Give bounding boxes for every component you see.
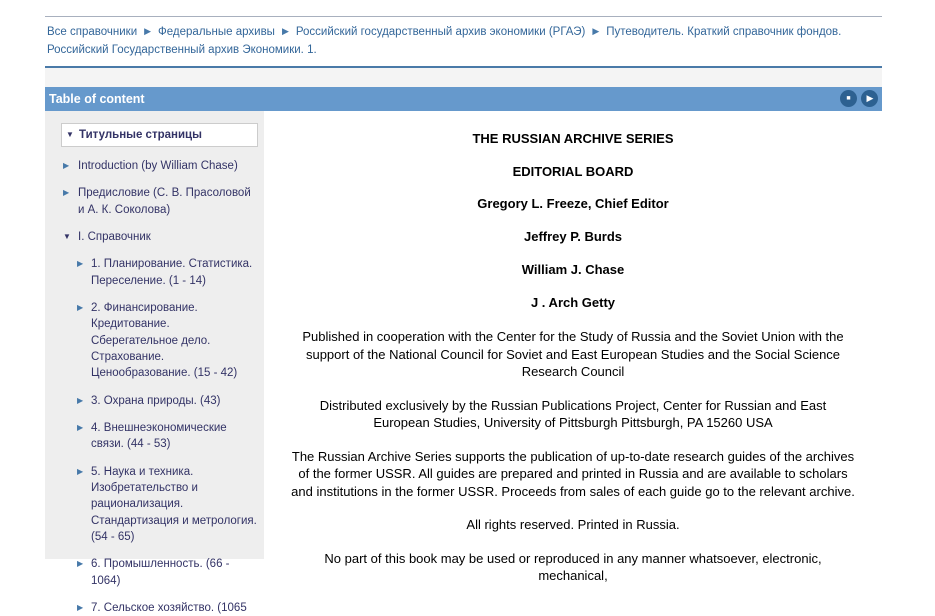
- toc-item-label: 7. Сельское хозяйство. (1065: [91, 601, 247, 614]
- toc-item-label: 6. Промышленность. (66 - 1064): [91, 558, 230, 587]
- breadcrumb-separator-icon: ▶: [144, 26, 152, 36]
- collapse-all-button[interactable]: [840, 90, 857, 107]
- breadcrumb-item: Путеводитель. Краткий справочник фондов. Российский Государственный архив Экономики. 1.: [47, 26, 842, 56]
- toc-item-label: Титульные страницы: [79, 128, 202, 141]
- document-heading: William J. Chase: [521, 262, 625, 278]
- toc-item-label: 4. Внешнеэкономические связи. (44 - 53): [91, 421, 227, 451]
- toc-tree: [45, 123, 264, 616]
- main-panel: [264, 111, 882, 584]
- triangle-down-icon[interactable]: ▼: [63, 231, 71, 241]
- page-container: [45, 16, 882, 614]
- panel-header: [45, 87, 882, 111]
- expand-all-button[interactable]: [861, 90, 878, 107]
- toc-item[interactable]: [45, 229, 258, 245]
- content-row: [45, 111, 882, 614]
- header-spacer: [45, 68, 882, 87]
- toc-item-label: 5. Наука и техника. Изобретательство и рационализация. Стандартизация и метрология. (54 - 65): [91, 465, 257, 543]
- toc-item[interactable]: [61, 123, 258, 147]
- toc-item[interactable]: [45, 393, 258, 409]
- triangle-right-icon[interactable]: ▶: [77, 466, 84, 476]
- triangle-down-icon[interactable]: ▼: [66, 129, 74, 139]
- triangle-right-icon[interactable]: ▶: [77, 395, 84, 405]
- triangle-right-icon[interactable]: ▶: [77, 302, 84, 312]
- toc-sidebar: [45, 111, 264, 614]
- document-heading: EDITORIAL BOARD: [512, 163, 634, 179]
- breadcrumb-separator-icon: ▶: [592, 26, 600, 36]
- toc-item[interactable]: [45, 185, 258, 218]
- breadcrumb-item[interactable]: Все справочники: [47, 26, 138, 38]
- toc-item[interactable]: [45, 420, 258, 453]
- document-content: [264, 111, 882, 585]
- breadcrumb-separator-icon: ▶: [281, 26, 289, 36]
- triangle-right-icon[interactable]: ▶: [77, 259, 84, 269]
- toc-item-label: 1. Планирование. Статистика. Переселение. (1 - 14): [91, 258, 253, 287]
- triangle-right-icon[interactable]: ▶: [77, 602, 84, 612]
- toc-item[interactable]: [45, 300, 258, 382]
- panel-buttons: [840, 90, 882, 107]
- toc-item[interactable]: [45, 158, 258, 174]
- document-paragraph: The Russian Archive Series supports the publication of up-to-date research guides of the archives of the former USSR. All guides are prepared and printed in Russia and are available to scholars and institutions in the former USSR. Proceeds from sales of each guide go to the relevant archive.: [291, 448, 855, 499]
- square-icon: ■: [846, 95, 851, 103]
- toc-item-label: Предисловие (С. В. Прасоловой и А. К. Соколова): [78, 187, 251, 216]
- toc-item[interactable]: [45, 256, 258, 289]
- document-paragraph: Published in cooperation with the Center for the Study of Russia and the Soviet Union with the support of the National Council for Soviet and East European Studies and the Social Science Research Council: [302, 328, 844, 380]
- triangle-right-icon: ▶: [866, 93, 874, 104]
- document-heading: THE RUSSIAN ARCHIVE SERIES: [472, 130, 674, 146]
- document-paragraph: No part of this book may be used or reproduced in any manner whatsoever, electronic, mechanical,: [324, 550, 822, 584]
- breadcrumb: [45, 16, 882, 68]
- toc-item[interactable]: [45, 464, 258, 546]
- toc-item-label: 3. Охрана природы. (43): [91, 394, 221, 407]
- document-paragraph: All rights reserved. Printed in Russia.: [466, 517, 680, 533]
- triangle-right-icon[interactable]: ▶: [77, 422, 84, 432]
- toc-item[interactable]: [45, 556, 258, 589]
- panel-title: Table of content: [49, 91, 145, 106]
- triangle-right-icon[interactable]: ▶: [63, 160, 70, 170]
- toc-item[interactable]: [45, 600, 258, 616]
- document-heading: Jeffrey P. Burds: [523, 229, 623, 245]
- document-heading: J . Arch Getty: [530, 295, 616, 311]
- triangle-right-icon[interactable]: ▶: [77, 559, 84, 569]
- breadcrumb-item[interactable]: Российский государственный архив экономики (РГАЭ): [295, 26, 586, 38]
- document-heading: Gregory L. Freeze, Chief Editor: [477, 196, 669, 212]
- document-paragraph: Distributed exclusively by the Russian Publications Project, Center for Russian and East European Studies, University of Pittsburgh Pittsburgh, PA 15260 USA: [319, 397, 827, 431]
- toc-item-label: I. Справочник: [78, 230, 151, 243]
- triangle-right-icon[interactable]: ▶: [63, 188, 70, 198]
- breadcrumb-item[interactable]: Федеральные архивы: [158, 26, 275, 38]
- toc-item-label: 2. Финансирование. Кредитование. Сберегательное дело. Страхование. Ценообразование. (15 - 42): [91, 301, 238, 380]
- toc-item-label: Introduction (by William Chase): [78, 159, 238, 172]
